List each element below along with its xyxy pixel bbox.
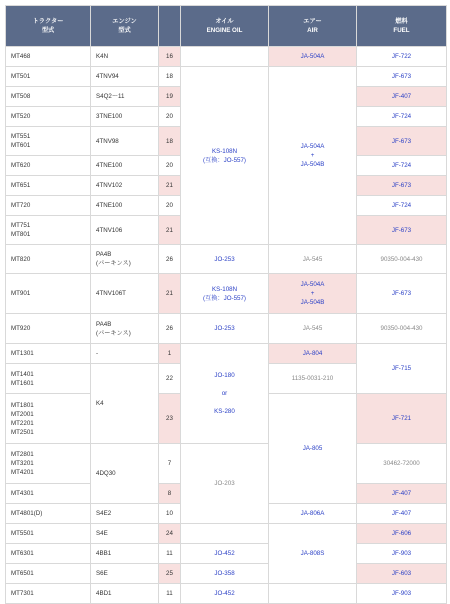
number-cell: 16	[159, 47, 181, 67]
header-number	[159, 6, 181, 47]
fuel-link[interactable]: JF-673	[357, 274, 447, 314]
tractor-cell: MT7301	[6, 584, 91, 604]
engine-cell: 3TNE100	[91, 107, 159, 127]
tractor-cell: MT501	[6, 67, 91, 87]
tractor-cell: MT820	[6, 245, 91, 274]
engine-cell: -	[91, 344, 159, 364]
number-cell: 24	[159, 524, 181, 544]
table-row	[6, 67, 447, 87]
tractor-cell: MT5501	[6, 524, 91, 544]
table-row	[6, 564, 447, 584]
number-cell: 21	[159, 274, 181, 314]
table-row	[6, 344, 447, 364]
fuel-link[interactable]: JF-722	[357, 47, 447, 67]
oil-link-group[interactable]: JO-180 or KS-280	[181, 344, 269, 444]
oil-value: JO-203	[181, 444, 269, 524]
number-cell: 11	[159, 584, 181, 604]
number-cell: 20	[159, 196, 181, 216]
fuel-value: 90350-004-430	[357, 245, 447, 274]
engine-cell: 4TNV106T	[91, 274, 159, 314]
engine-cell: S6E	[91, 564, 159, 584]
fuel-link[interactable]: JF-721	[357, 394, 447, 444]
air-cell	[269, 584, 357, 604]
tractor-cell: MT4301	[6, 484, 91, 504]
header-fuel: 燃料 FUEL	[357, 6, 447, 47]
oil-link[interactable]: JO-253	[181, 314, 269, 344]
oil-link[interactable]: JO-358	[181, 564, 269, 584]
oil-link[interactable]: JO-253	[181, 245, 269, 274]
tractor-cell: MT520	[6, 107, 91, 127]
air-value: JA-545	[269, 245, 357, 274]
tractor-cell: MT4801(D)	[6, 504, 91, 524]
engine-cell: 4TNV98	[91, 127, 159, 156]
compatibility-table-wrapper	[5, 5, 446, 604]
header-engine-model: エンジン 型式	[91, 6, 159, 47]
engine-cell: 4TNE100	[91, 156, 159, 176]
header-tractor-model: トラクター 型式	[6, 6, 91, 47]
number-cell: 19	[159, 87, 181, 107]
oil-link[interactable]: KS-108N (互換：JO-557)	[181, 274, 269, 314]
number-cell: 1	[159, 344, 181, 364]
oil-link[interactable]: JO-452	[181, 584, 269, 604]
engine-cell: S4E	[91, 524, 159, 544]
engine-cell: 4TNV102	[91, 176, 159, 196]
table-row	[6, 274, 447, 314]
engine-cell: K4	[91, 364, 159, 444]
fuel-link[interactable]: JF-903	[357, 544, 447, 564]
table-row	[6, 544, 447, 564]
tractor-cell: MT6501	[6, 564, 91, 584]
tractor-cell: MT901	[6, 274, 91, 314]
oil-cell	[181, 524, 269, 544]
engine-cell: 4TNV94	[91, 67, 159, 87]
air-link[interactable]: JA-504A	[269, 47, 357, 67]
fuel-link[interactable]: JF-407	[357, 504, 447, 524]
air-link[interactable]: JA-805	[269, 394, 357, 504]
air-link[interactable]: JA-806A	[269, 504, 357, 524]
engine-cell: S4Q2～11	[91, 87, 159, 107]
air-link[interactable]: JA-804	[269, 344, 357, 364]
engine-cell: PA4B (パーキンス)	[91, 245, 159, 274]
fuel-link[interactable]: JF-724	[357, 156, 447, 176]
air-link[interactable]: JA-504A + JA-504B	[269, 67, 357, 245]
tractor-cell: MT751 MT801	[6, 216, 91, 245]
engine-cell: 4BB1	[91, 544, 159, 564]
engine-cell: S4E2	[91, 504, 159, 524]
number-cell: 18	[159, 67, 181, 87]
fuel-link[interactable]: JF-673	[357, 127, 447, 156]
fuel-link[interactable]: JF-903	[357, 584, 447, 604]
table-header-row	[6, 6, 447, 47]
fuel-link[interactable]: JF-673	[357, 67, 447, 87]
number-cell: 26	[159, 314, 181, 344]
tractor-cell: MT551 MT601	[6, 127, 91, 156]
air-link[interactable]: JA-808S	[269, 524, 357, 584]
number-cell: 10	[159, 504, 181, 524]
table-row	[6, 314, 447, 344]
air-value: 1135-0031-210	[269, 364, 357, 394]
engine-cell: 4DQ30	[91, 444, 159, 504]
fuel-link[interactable]: JF-673	[357, 216, 447, 245]
fuel-link[interactable]: JF-407	[357, 484, 447, 504]
air-value: JA-545	[269, 314, 357, 344]
tractor-cell: MT2801 MT3201 MT4201	[6, 444, 91, 484]
tractor-cell: MT6301	[6, 544, 91, 564]
oil-link[interactable]: KS-108N (互換：JO-557)	[181, 67, 269, 245]
header-oil: オイル ENGINE OIL	[181, 6, 269, 47]
number-cell: 23	[159, 394, 181, 444]
number-cell: 21	[159, 176, 181, 196]
tractor-cell: MT1401 MT1601	[6, 364, 91, 394]
fuel-link[interactable]: JF-724	[357, 107, 447, 127]
tractor-cell: MT1801 MT2001 MT2201 MT2501	[6, 394, 91, 444]
fuel-link[interactable]: JF-603	[357, 564, 447, 584]
engine-cell: PA4B (パーキンス)	[91, 314, 159, 344]
header-air: エアー AIR	[269, 6, 357, 47]
air-link[interactable]: JA-504A + JA-504B	[269, 274, 357, 314]
fuel-link[interactable]: JF-715	[357, 344, 447, 394]
number-cell: 21	[159, 216, 181, 245]
number-cell: 25	[159, 564, 181, 584]
table-row	[6, 524, 447, 544]
tractor-cell: MT508	[6, 87, 91, 107]
engine-cell: 4TNE100	[91, 196, 159, 216]
table-row	[6, 245, 447, 274]
number-cell: 26	[159, 245, 181, 274]
table-row	[6, 47, 447, 67]
number-cell: 11	[159, 544, 181, 564]
fuel-link[interactable]: JF-606	[357, 524, 447, 544]
table-row	[6, 584, 447, 604]
tractor-cell: MT920	[6, 314, 91, 344]
engine-cell: 4BD1	[91, 584, 159, 604]
tractor-cell: MT1301	[6, 344, 91, 364]
number-cell: 22	[159, 364, 181, 394]
table-row	[6, 444, 447, 484]
number-cell: 20	[159, 156, 181, 176]
or-label: or	[221, 390, 228, 397]
tractor-cell: MT468	[6, 47, 91, 67]
oil-cell	[181, 47, 269, 67]
oil-link[interactable]: JO-452	[181, 544, 269, 564]
fuel-link[interactable]: JF-673	[357, 176, 447, 196]
filter-compatibility-table	[5, 5, 447, 604]
engine-cell: K4N	[91, 47, 159, 67]
fuel-link[interactable]: JF-724	[357, 196, 447, 216]
engine-cell: 4TNV106	[91, 216, 159, 245]
fuel-link[interactable]: JF-407	[357, 87, 447, 107]
number-cell: 7	[159, 444, 181, 484]
tractor-cell: MT651	[6, 176, 91, 196]
fuel-value: 90350-004-430	[357, 314, 447, 344]
tractor-cell: MT720	[6, 196, 91, 216]
tractor-cell: MT620	[6, 156, 91, 176]
number-cell: 20	[159, 107, 181, 127]
fuel-value: 30462-72000	[357, 444, 447, 484]
number-cell: 18	[159, 127, 181, 156]
number-cell: 8	[159, 484, 181, 504]
